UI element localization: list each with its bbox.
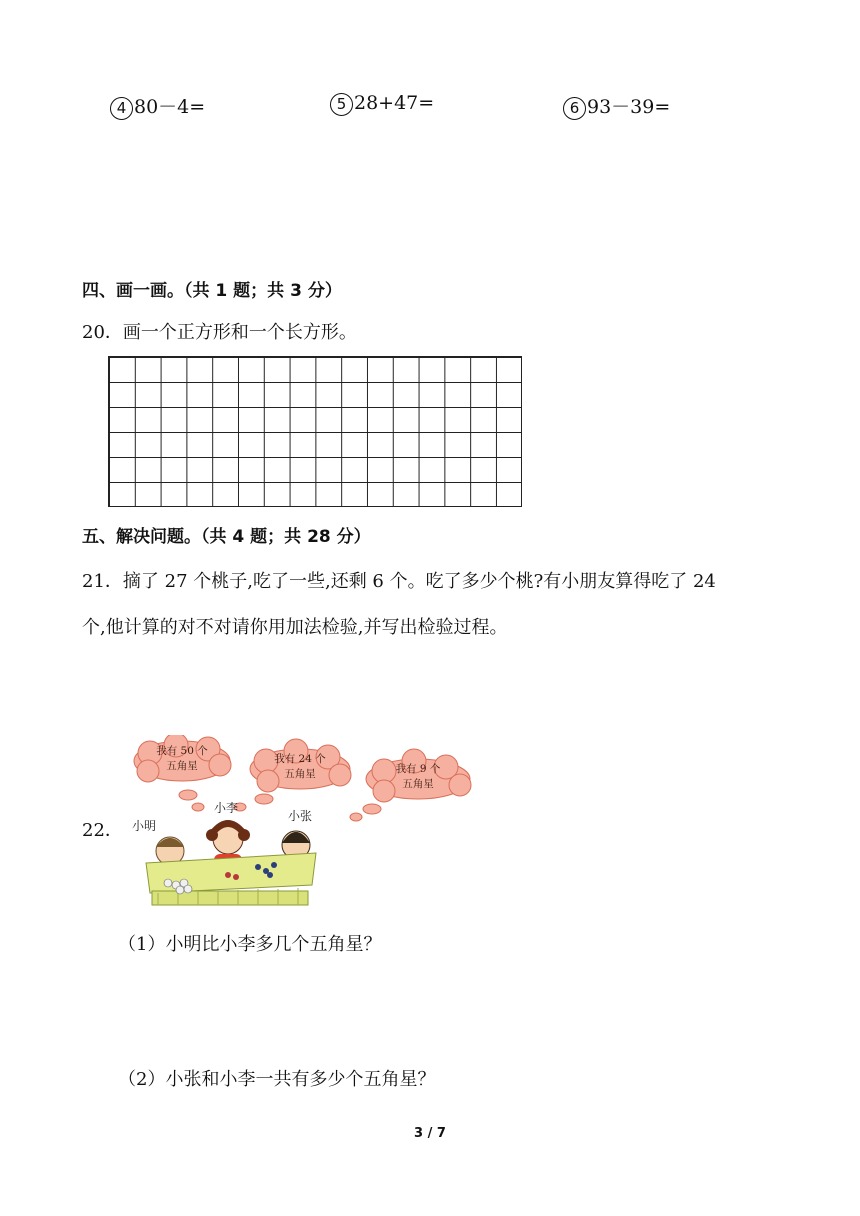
cloud-line-2: 五角星 — [284, 768, 316, 780]
question-22-illustration — [128, 735, 488, 915]
question-22-sub-1: （1）小明比小李多几个五角星？ — [118, 934, 382, 955]
cloud-line-1: 我有 50 个 — [156, 745, 208, 757]
calc-item-4 — [110, 92, 205, 120]
circled-number: 6 — [563, 97, 586, 120]
cloud-line-1: 我有 9 个 — [395, 763, 441, 775]
calc-item-5 — [330, 92, 434, 116]
cloud-line-2: 五角星 — [166, 760, 198, 772]
question-21-line-2: 个,他计算的对不对请你用加法检验,并写出检验过程。 — [82, 617, 508, 638]
cloud-line-2: 五角星 — [402, 778, 434, 790]
question-22-sub-2: （2）小张和小李一共有多少个五角星？ — [118, 1069, 436, 1090]
name-label-xiaoming: 小明 — [132, 819, 157, 833]
circled-number: 4 — [110, 97, 133, 120]
drawing-grid — [108, 356, 522, 507]
calc-expression: 80－4= — [134, 96, 206, 118]
question-22-number: 22． — [82, 820, 123, 841]
calc-expression: 28+47= — [354, 92, 435, 114]
name-label-xiaozhang: 小张 — [288, 809, 313, 823]
page-number: 3 / 7 — [414, 1126, 446, 1141]
section-4-heading: 四、画一画。（共 1 题；共 3 分） — [82, 281, 342, 301]
circled-number: 5 — [330, 93, 353, 116]
section-5-heading: 五、解决问题。（共 4 题；共 28 分） — [82, 527, 371, 547]
name-label-xiaoli: 小李 — [214, 801, 239, 815]
calc-expression: 93－39= — [587, 96, 671, 118]
cloud-line-1: 我有 24 个 — [274, 753, 326, 765]
calc-item-6 — [563, 92, 670, 120]
question-21-line-1: 21．摘了 27 个桃子,吃了一些,还剩 6 个。吃了多少个桃?有小朋友算得吃了 24 — [82, 571, 716, 592]
question-20: 20．画一个正方形和一个长方形。 — [82, 322, 357, 343]
